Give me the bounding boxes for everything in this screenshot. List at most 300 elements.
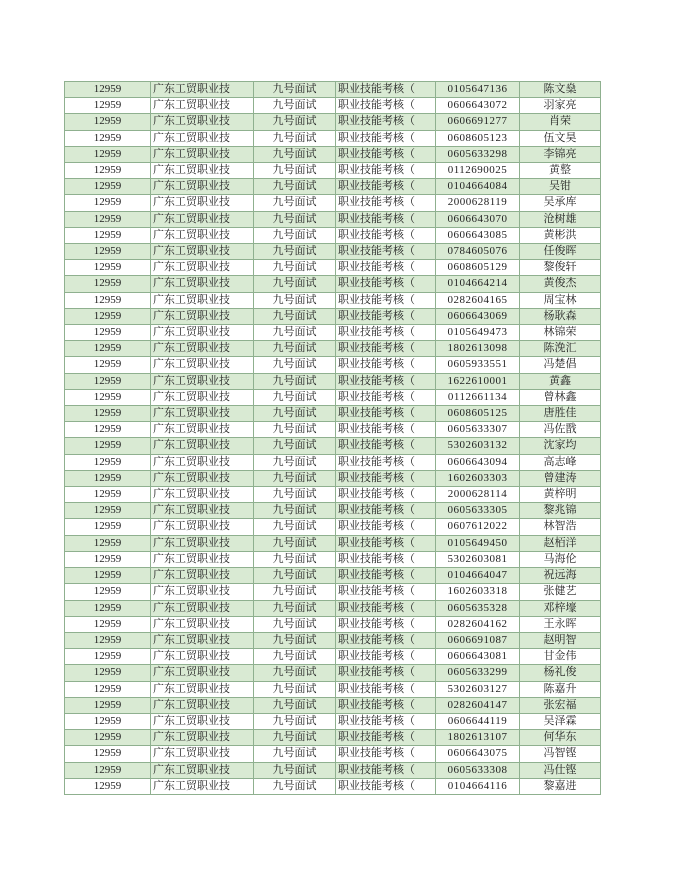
table-row[interactable]	[65, 568, 601, 584]
cell-assessment[interactable]: 职业技能考核（	[336, 519, 436, 535]
cell-session[interactable]: 九号面试	[254, 130, 336, 146]
cell-school[interactable]: 广东工贸职业技	[151, 632, 254, 648]
table-row[interactable]	[65, 551, 601, 567]
cell-code[interactable]: 12959	[65, 584, 151, 600]
cell-candidate-name[interactable]: 曾林鑫	[520, 389, 601, 405]
cell-code[interactable]: 12959	[65, 292, 151, 308]
cell-assessment[interactable]: 职业技能考核（	[336, 389, 436, 405]
cell-candidate-id[interactable]: 0605633307	[436, 422, 520, 438]
cell-session[interactable]: 九号面试	[254, 519, 336, 535]
cell-code[interactable]: 12959	[65, 616, 151, 632]
table-row[interactable]	[65, 697, 601, 713]
cell-school[interactable]: 广东工贸职业技	[151, 114, 254, 130]
cell-candidate-id[interactable]: 0606643081	[436, 649, 520, 665]
cell-code[interactable]: 12959	[65, 211, 151, 227]
table-row[interactable]	[65, 308, 601, 324]
cell-school[interactable]: 广东工贸职业技	[151, 454, 254, 470]
cell-school[interactable]: 广东工贸职业技	[151, 503, 254, 519]
cell-assessment[interactable]: 职业技能考核（	[336, 308, 436, 324]
cell-code[interactable]: 12959	[65, 82, 151, 98]
cell-school[interactable]: 广东工贸职业技	[151, 697, 254, 713]
cell-candidate-name[interactable]: 黄彬洪	[520, 227, 601, 243]
cell-candidate-id[interactable]: 0605635328	[436, 600, 520, 616]
cell-assessment[interactable]: 职业技能考核（	[336, 406, 436, 422]
cell-school[interactable]: 广东工贸职业技	[151, 406, 254, 422]
cell-candidate-name[interactable]: 黎兆锦	[520, 503, 601, 519]
cell-school[interactable]: 广东工贸职业技	[151, 244, 254, 260]
cell-assessment[interactable]: 职业技能考核（	[336, 422, 436, 438]
table-row[interactable]	[65, 422, 601, 438]
table-row[interactable]	[65, 163, 601, 179]
cell-school[interactable]: 广东工贸职业技	[151, 325, 254, 341]
cell-session[interactable]: 九号面试	[254, 665, 336, 681]
cell-school[interactable]: 广东工贸职业技	[151, 389, 254, 405]
cell-assessment[interactable]: 职业技能考核（	[336, 114, 436, 130]
cell-school[interactable]: 广东工贸职业技	[151, 470, 254, 486]
cell-school[interactable]: 广东工贸职业技	[151, 584, 254, 600]
cell-code[interactable]: 12959	[65, 503, 151, 519]
table-row[interactable]	[65, 244, 601, 260]
cell-candidate-id[interactable]: 0606643085	[436, 227, 520, 243]
cell-code[interactable]: 12959	[65, 519, 151, 535]
cell-session[interactable]: 九号面试	[254, 276, 336, 292]
table-row[interactable]	[65, 519, 601, 535]
cell-assessment[interactable]: 职业技能考核（	[336, 211, 436, 227]
table-row[interactable]	[65, 292, 601, 308]
cell-candidate-name[interactable]: 高志峰	[520, 454, 601, 470]
cell-school[interactable]: 广东工贸职业技	[151, 519, 254, 535]
cell-candidate-id[interactable]: 0784605076	[436, 244, 520, 260]
cell-code[interactable]: 12959	[65, 325, 151, 341]
cell-school[interactable]: 广东工贸职业技	[151, 681, 254, 697]
cell-assessment[interactable]: 职业技能考核（	[336, 616, 436, 632]
cell-session[interactable]: 九号面试	[254, 616, 336, 632]
cell-candidate-name[interactable]: 周宝林	[520, 292, 601, 308]
table-row[interactable]	[65, 130, 601, 146]
table-row[interactable]	[65, 762, 601, 778]
cell-candidate-name[interactable]: 肖荣	[520, 114, 601, 130]
cell-candidate-name[interactable]: 黄梓明	[520, 487, 601, 503]
cell-candidate-name[interactable]: 唐胜佳	[520, 406, 601, 422]
table-row[interactable]	[65, 260, 601, 276]
cell-assessment[interactable]: 职业技能考核（	[336, 584, 436, 600]
cell-candidate-name[interactable]: 黎俊轩	[520, 260, 601, 276]
cell-code[interactable]: 12959	[65, 260, 151, 276]
cell-session[interactable]: 九号面试	[254, 584, 336, 600]
cell-code[interactable]: 12959	[65, 422, 151, 438]
cell-assessment[interactable]: 职业技能考核（	[336, 730, 436, 746]
cell-candidate-id[interactable]: 5302603132	[436, 438, 520, 454]
cell-candidate-id[interactable]: 0605933551	[436, 357, 520, 373]
cell-assessment[interactable]: 职业技能考核（	[336, 227, 436, 243]
table-row[interactable]	[65, 713, 601, 729]
cell-candidate-name[interactable]: 伍文昊	[520, 130, 601, 146]
cell-session[interactable]: 九号面试	[254, 503, 336, 519]
table-row[interactable]	[65, 341, 601, 357]
table-row[interactable]	[65, 325, 601, 341]
cell-candidate-id[interactable]: 0606643069	[436, 308, 520, 324]
cell-school[interactable]: 广东工贸职业技	[151, 713, 254, 729]
cell-code[interactable]: 12959	[65, 600, 151, 616]
cell-school[interactable]: 广东工贸职业技	[151, 260, 254, 276]
cell-school[interactable]: 广东工贸职业技	[151, 179, 254, 195]
cell-session[interactable]: 九号面试	[254, 730, 336, 746]
cell-candidate-name[interactable]: 黄俊杰	[520, 276, 601, 292]
cell-session[interactable]: 九号面试	[254, 600, 336, 616]
cell-candidate-name[interactable]: 陈浼汇	[520, 341, 601, 357]
cell-assessment[interactable]: 职业技能考核（	[336, 276, 436, 292]
cell-session[interactable]: 九号面试	[254, 244, 336, 260]
cell-school[interactable]: 广东工贸职业技	[151, 227, 254, 243]
cell-candidate-id[interactable]: 0606643075	[436, 746, 520, 762]
cell-session[interactable]: 九号面试	[254, 713, 336, 729]
cell-session[interactable]: 九号面试	[254, 568, 336, 584]
cell-candidate-id[interactable]: 5302603081	[436, 551, 520, 567]
cell-code[interactable]: 12959	[65, 632, 151, 648]
cell-assessment[interactable]: 职业技能考核（	[336, 163, 436, 179]
cell-session[interactable]: 九号面试	[254, 341, 336, 357]
cell-assessment[interactable]: 职业技能考核（	[336, 454, 436, 470]
table-row[interactable]	[65, 665, 601, 681]
cell-school[interactable]: 广东工贸职业技	[151, 487, 254, 503]
cell-assessment[interactable]: 职业技能考核（	[336, 470, 436, 486]
table-row[interactable]	[65, 211, 601, 227]
cell-candidate-id[interactable]: 0607612022	[436, 519, 520, 535]
cell-assessment[interactable]: 职业技能考核（	[336, 665, 436, 681]
cell-code[interactable]: 12959	[65, 649, 151, 665]
table-row[interactable]	[65, 227, 601, 243]
cell-candidate-id[interactable]: 1602603318	[436, 584, 520, 600]
cell-session[interactable]: 九号面试	[254, 308, 336, 324]
cell-candidate-id[interactable]: 0608605125	[436, 406, 520, 422]
cell-session[interactable]: 九号面试	[254, 681, 336, 697]
cell-assessment[interactable]: 职业技能考核（	[336, 179, 436, 195]
cell-candidate-name[interactable]: 王永晖	[520, 616, 601, 632]
cell-assessment[interactable]: 职业技能考核（	[336, 130, 436, 146]
cell-candidate-id[interactable]: 1622610001	[436, 373, 520, 389]
cell-code[interactable]: 12959	[65, 746, 151, 762]
cell-session[interactable]: 九号面试	[254, 535, 336, 551]
table-row[interactable]	[65, 616, 601, 632]
table-row[interactable]	[65, 778, 601, 794]
cell-candidate-name[interactable]: 马海伦	[520, 551, 601, 567]
cell-assessment[interactable]: 职业技能考核（	[336, 713, 436, 729]
cell-assessment[interactable]: 职业技能考核（	[336, 195, 436, 211]
cell-assessment[interactable]: 职业技能考核（	[336, 551, 436, 567]
cell-school[interactable]: 广东工贸职业技	[151, 600, 254, 616]
cell-code[interactable]: 12959	[65, 681, 151, 697]
cell-candidate-id[interactable]: 0105649450	[436, 535, 520, 551]
cell-candidate-id[interactable]: 0104664116	[436, 778, 520, 794]
cell-candidate-name[interactable]: 甘金伟	[520, 649, 601, 665]
cell-assessment[interactable]: 职业技能考核（	[336, 260, 436, 276]
cell-code[interactable]: 12959	[65, 308, 151, 324]
cell-session[interactable]: 九号面试	[254, 746, 336, 762]
cell-code[interactable]: 12959	[65, 454, 151, 470]
cell-candidate-id[interactable]: 0105647136	[436, 82, 520, 98]
cell-code[interactable]: 12959	[65, 665, 151, 681]
cell-assessment[interactable]: 职业技能考核（	[336, 292, 436, 308]
cell-school[interactable]: 广东工贸职业技	[151, 130, 254, 146]
cell-session[interactable]: 九号面试	[254, 422, 336, 438]
cell-candidate-name[interactable]: 冯智铿	[520, 746, 601, 762]
cell-assessment[interactable]: 职业技能考核（	[336, 357, 436, 373]
cell-candidate-id[interactable]: 0112690025	[436, 163, 520, 179]
cell-code[interactable]: 12959	[65, 762, 151, 778]
cell-session[interactable]: 九号面试	[254, 195, 336, 211]
cell-school[interactable]: 广东工贸职业技	[151, 98, 254, 114]
cell-code[interactable]: 12959	[65, 551, 151, 567]
cell-assessment[interactable]: 职业技能考核（	[336, 746, 436, 762]
table-row[interactable]	[65, 406, 601, 422]
cell-session[interactable]: 九号面试	[254, 163, 336, 179]
cell-session[interactable]: 九号面试	[254, 551, 336, 567]
cell-candidate-id[interactable]: 5302603127	[436, 681, 520, 697]
cell-code[interactable]: 12959	[65, 535, 151, 551]
cell-code[interactable]: 12959	[65, 244, 151, 260]
table-row[interactable]	[65, 373, 601, 389]
cell-school[interactable]: 广东工贸职业技	[151, 762, 254, 778]
cell-school[interactable]: 广东工贸职业技	[151, 357, 254, 373]
cell-candidate-name[interactable]: 杨耿森	[520, 308, 601, 324]
cell-assessment[interactable]: 职业技能考核（	[336, 244, 436, 260]
cell-session[interactable]: 九号面试	[254, 179, 336, 195]
cell-candidate-name[interactable]: 任俊晖	[520, 244, 601, 260]
cell-candidate-name[interactable]: 黄鑫	[520, 373, 601, 389]
table-row[interactable]	[65, 632, 601, 648]
cell-assessment[interactable]: 职业技能考核（	[336, 535, 436, 551]
cell-session[interactable]: 九号面试	[254, 778, 336, 794]
cell-code[interactable]: 12959	[65, 227, 151, 243]
table-row[interactable]	[65, 195, 601, 211]
cell-school[interactable]: 广东工贸职业技	[151, 568, 254, 584]
cell-code[interactable]: 12959	[65, 373, 151, 389]
cell-candidate-name[interactable]: 何华东	[520, 730, 601, 746]
cell-candidate-name[interactable]: 吴承库	[520, 195, 601, 211]
cell-candidate-id[interactable]: 0606691277	[436, 114, 520, 130]
table-row[interactable]	[65, 535, 601, 551]
table-row[interactable]	[65, 276, 601, 292]
cell-session[interactable]: 九号面试	[254, 762, 336, 778]
cell-school[interactable]: 广东工贸职业技	[151, 211, 254, 227]
cell-school[interactable]: 广东工贸职业技	[151, 746, 254, 762]
cell-session[interactable]: 九号面试	[254, 470, 336, 486]
cell-assessment[interactable]: 职业技能考核（	[336, 82, 436, 98]
cell-candidate-name[interactable]: 羽家亮	[520, 98, 601, 114]
cell-session[interactable]: 九号面试	[254, 438, 336, 454]
cell-candidate-id[interactable]: 1802613098	[436, 341, 520, 357]
cell-school[interactable]: 广东工贸职业技	[151, 373, 254, 389]
cell-session[interactable]: 九号面试	[254, 114, 336, 130]
cell-school[interactable]: 广东工贸职业技	[151, 438, 254, 454]
cell-candidate-id[interactable]: 0104664084	[436, 179, 520, 195]
cell-candidate-name[interactable]: 张宏福	[520, 697, 601, 713]
cell-school[interactable]: 广东工贸职业技	[151, 422, 254, 438]
cell-session[interactable]: 九号面试	[254, 389, 336, 405]
cell-school[interactable]: 广东工贸职业技	[151, 551, 254, 567]
cell-candidate-id[interactable]: 0606644119	[436, 713, 520, 729]
cell-candidate-name[interactable]: 陈嘉升	[520, 681, 601, 697]
cell-school[interactable]: 广东工贸职业技	[151, 163, 254, 179]
cell-assessment[interactable]: 职业技能考核（	[336, 649, 436, 665]
cell-session[interactable]: 九号面试	[254, 487, 336, 503]
cell-assessment[interactable]: 职业技能考核（	[336, 98, 436, 114]
cell-code[interactable]: 12959	[65, 357, 151, 373]
cell-candidate-name[interactable]: 林智浩	[520, 519, 601, 535]
cell-assessment[interactable]: 职业技能考核（	[336, 146, 436, 162]
cell-session[interactable]: 九号面试	[254, 98, 336, 114]
cell-session[interactable]: 九号面试	[254, 697, 336, 713]
cell-candidate-id[interactable]: 0606643072	[436, 98, 520, 114]
table-row[interactable]	[65, 681, 601, 697]
cell-code[interactable]: 12959	[65, 713, 151, 729]
cell-candidate-id[interactable]: 0104664047	[436, 568, 520, 584]
cell-assessment[interactable]: 职业技能考核（	[336, 341, 436, 357]
cell-code[interactable]: 12959	[65, 179, 151, 195]
cell-session[interactable]: 九号面试	[254, 649, 336, 665]
cell-code[interactable]: 12959	[65, 276, 151, 292]
cell-code[interactable]: 12959	[65, 487, 151, 503]
cell-candidate-id[interactable]: 0606643094	[436, 454, 520, 470]
cell-school[interactable]: 广东工贸职业技	[151, 146, 254, 162]
cell-candidate-name[interactable]: 黄整	[520, 163, 601, 179]
cell-candidate-name[interactable]: 冯佐戬	[520, 422, 601, 438]
table-row[interactable]	[65, 389, 601, 405]
cell-session[interactable]: 九号面试	[254, 260, 336, 276]
cell-session[interactable]: 九号面试	[254, 211, 336, 227]
cell-assessment[interactable]: 职业技能考核（	[336, 373, 436, 389]
cell-code[interactable]: 12959	[65, 406, 151, 422]
cell-session[interactable]: 九号面试	[254, 406, 336, 422]
cell-school[interactable]: 广东工贸职业技	[151, 276, 254, 292]
table-row[interactable]	[65, 600, 601, 616]
cell-candidate-id[interactable]: 0282604165	[436, 292, 520, 308]
cell-code[interactable]: 12959	[65, 389, 151, 405]
cell-school[interactable]: 广东工贸职业技	[151, 649, 254, 665]
cell-candidate-name[interactable]: 沧树雄	[520, 211, 601, 227]
cell-school[interactable]: 广东工贸职业技	[151, 195, 254, 211]
cell-session[interactable]: 九号面试	[254, 632, 336, 648]
table-row[interactable]	[65, 146, 601, 162]
cell-code[interactable]: 12959	[65, 195, 151, 211]
table-row[interactable]	[65, 357, 601, 373]
cell-candidate-id[interactable]: 0112661134	[436, 389, 520, 405]
cell-code[interactable]: 12959	[65, 163, 151, 179]
cell-session[interactable]: 九号面试	[254, 146, 336, 162]
table-row[interactable]	[65, 730, 601, 746]
table-row[interactable]	[65, 503, 601, 519]
cell-candidate-id[interactable]: 2000628119	[436, 195, 520, 211]
cell-candidate-name[interactable]: 祝远海	[520, 568, 601, 584]
cell-candidate-id[interactable]: 0282604147	[436, 697, 520, 713]
table-row[interactable]	[65, 746, 601, 762]
table-row[interactable]	[65, 114, 601, 130]
cell-session[interactable]: 九号面试	[254, 325, 336, 341]
cell-school[interactable]: 广东工贸职业技	[151, 535, 254, 551]
cell-candidate-id[interactable]: 0605633298	[436, 146, 520, 162]
table-row[interactable]	[65, 584, 601, 600]
cell-candidate-name[interactable]: 李锦亮	[520, 146, 601, 162]
cell-candidate-name[interactable]: 沈家均	[520, 438, 601, 454]
table-row[interactable]	[65, 179, 601, 195]
cell-candidate-name[interactable]: 冯楚倡	[520, 357, 601, 373]
table-row[interactable]	[65, 487, 601, 503]
table-row[interactable]	[65, 470, 601, 486]
cell-assessment[interactable]: 职业技能考核（	[336, 681, 436, 697]
cell-code[interactable]: 12959	[65, 568, 151, 584]
cell-assessment[interactable]: 职业技能考核（	[336, 600, 436, 616]
cell-session[interactable]: 九号面试	[254, 373, 336, 389]
cell-code[interactable]: 12959	[65, 730, 151, 746]
cell-code[interactable]: 12959	[65, 470, 151, 486]
cell-assessment[interactable]: 职业技能考核（	[336, 325, 436, 341]
table-row[interactable]	[65, 438, 601, 454]
cell-candidate-id[interactable]: 0282604162	[436, 616, 520, 632]
cell-code[interactable]: 12959	[65, 98, 151, 114]
cell-code[interactable]: 12959	[65, 697, 151, 713]
cell-candidate-id[interactable]: 0104664214	[436, 276, 520, 292]
cell-school[interactable]: 广东工贸职业技	[151, 778, 254, 794]
cell-assessment[interactable]: 职业技能考核（	[336, 632, 436, 648]
cell-candidate-id[interactable]: 1802613107	[436, 730, 520, 746]
cell-school[interactable]: 广东工贸职业技	[151, 82, 254, 98]
cell-school[interactable]: 广东工贸职业技	[151, 308, 254, 324]
cell-school[interactable]: 广东工贸职业技	[151, 665, 254, 681]
cell-assessment[interactable]: 职业技能考核（	[336, 438, 436, 454]
cell-session[interactable]: 九号面试	[254, 82, 336, 98]
cell-assessment[interactable]: 职业技能考核（	[336, 778, 436, 794]
cell-candidate-name[interactable]: 冯仕铿	[520, 762, 601, 778]
cell-candidate-id[interactable]: 0105649473	[436, 325, 520, 341]
cell-candidate-name[interactable]: 张健艺	[520, 584, 601, 600]
table-row[interactable]	[65, 82, 601, 98]
cell-candidate-id[interactable]: 0606643070	[436, 211, 520, 227]
cell-code[interactable]: 12959	[65, 438, 151, 454]
table-row[interactable]	[65, 649, 601, 665]
cell-session[interactable]: 九号面试	[254, 227, 336, 243]
cell-code[interactable]: 12959	[65, 114, 151, 130]
cell-candidate-id[interactable]: 0605633308	[436, 762, 520, 778]
cell-assessment[interactable]: 职业技能考核（	[336, 762, 436, 778]
cell-candidate-id[interactable]: 0605633299	[436, 665, 520, 681]
cell-code[interactable]: 12959	[65, 778, 151, 794]
cell-school[interactable]: 广东工贸职业技	[151, 341, 254, 357]
cell-candidate-name[interactable]: 吴钳	[520, 179, 601, 195]
cell-school[interactable]: 广东工贸职业技	[151, 616, 254, 632]
cell-candidate-id[interactable]: 0608605123	[436, 130, 520, 146]
cell-candidate-name[interactable]: 邓梓壕	[520, 600, 601, 616]
cell-candidate-name[interactable]: 林锦荣	[520, 325, 601, 341]
cell-assessment[interactable]: 职业技能考核（	[336, 568, 436, 584]
cell-code[interactable]: 12959	[65, 146, 151, 162]
cell-candidate-name[interactable]: 赵明智	[520, 632, 601, 648]
cell-candidate-name[interactable]: 黎嘉进	[520, 778, 601, 794]
table-row[interactable]	[65, 98, 601, 114]
cell-candidate-id[interactable]: 2000628114	[436, 487, 520, 503]
cell-candidate-name[interactable]: 杨礼俊	[520, 665, 601, 681]
cell-candidate-name[interactable]: 陈文燊	[520, 82, 601, 98]
cell-assessment[interactable]: 职业技能考核（	[336, 487, 436, 503]
table-row[interactable]	[65, 454, 601, 470]
cell-session[interactable]: 九号面试	[254, 357, 336, 373]
cell-assessment[interactable]: 职业技能考核（	[336, 697, 436, 713]
cell-session[interactable]: 九号面试	[254, 292, 336, 308]
cell-candidate-name[interactable]: 赵栢洋	[520, 535, 601, 551]
cell-candidate-id[interactable]: 0606691087	[436, 632, 520, 648]
cell-code[interactable]: 12959	[65, 130, 151, 146]
cell-candidate-id[interactable]: 1602603303	[436, 470, 520, 486]
cell-candidate-name[interactable]: 吴泽霖	[520, 713, 601, 729]
